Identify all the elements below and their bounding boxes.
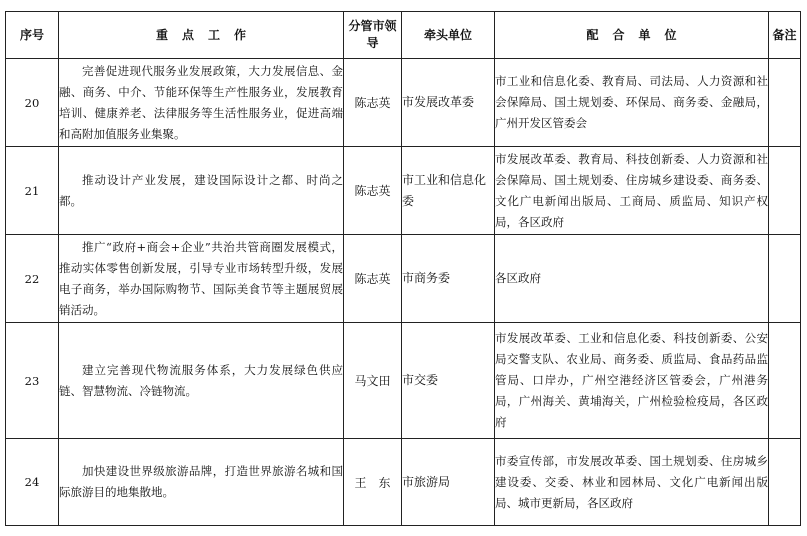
row-leader: 马文田	[344, 323, 402, 439]
row-coop: 各区政府	[495, 235, 769, 323]
header-work: 重点工作	[59, 12, 344, 59]
row-seq: 24	[6, 439, 59, 526]
table-row	[6, 147, 801, 235]
row-lead-unit: 市商务委	[402, 235, 495, 323]
row-lead-unit: 市发展改革委	[402, 59, 495, 147]
row-lead-unit: 市交委	[402, 323, 495, 439]
row-leader: 王东	[344, 439, 402, 526]
row-note	[769, 323, 801, 439]
row-work: 推动设计产业发展，建设国际设计之都、时尚之都。	[59, 147, 344, 235]
row-coop: 市发展改革委、教育局、科技创新委、人力资源和社会保障局、国土规划委、住房城乡建设委、商务委、文化广电新闻出版局、工商局、质监局、知识产权局，各区政府	[495, 147, 769, 235]
row-lead-unit: 市工业和信息化委	[402, 147, 495, 235]
row-note	[769, 439, 801, 526]
row-coop: 市工业和信息化委、教育局、司法局、人力资源和社会保障局、国土规划委、环保局、商务委、金融局，广州开发区管委会	[495, 59, 769, 147]
header-seq: 序号	[6, 12, 59, 59]
row-leader: 陈志英	[344, 147, 402, 235]
header-leader: 分管市领导	[344, 12, 402, 59]
table-row	[6, 323, 801, 439]
row-work: 完善促进现代服务业发展政策，大力发展信息、金融、商务、中介、节能环保等生产性服务业，发展教育培训、健康养老、法律服务等生活性服务业，促进高端和高附加值服务业集聚。	[59, 59, 344, 147]
table-header-row	[6, 12, 801, 59]
row-coop: 市发展改革委、工业和信息化委、科技创新委、公安局交警支队、农业局、商务委、质监局、食品药品监管局、口岸办，广州空港经济区管委会，广州港务局，广州海关、黄埔海关，广州检验检疫局，各区政府	[495, 323, 769, 439]
row-seq: 21	[6, 147, 59, 235]
header-note: 备注	[769, 12, 801, 59]
row-work: 建立完善现代物流服务体系，大力发展绿色供应链、智慧物流、冷链物流。	[59, 323, 344, 439]
row-work: 推广“政府+商会+企业”共治共管商圈发展模式，推动实体零售创新发展，引导专业市场转型升级，发展电子商务，举办国际购物节、国际美食节等主题展贸展销活动。	[59, 235, 344, 323]
row-seq: 23	[6, 323, 59, 439]
header-coop: 配合单位	[495, 12, 769, 59]
header-lead-unit: 牵头单位	[402, 12, 495, 59]
table-row	[6, 235, 801, 323]
row-work: 加快建设世界级旅游品牌，打造世界旅游名城和国际旅游目的地集散地。	[59, 439, 344, 526]
row-leader: 陈志英	[344, 235, 402, 323]
row-coop: 市委宣传部，市发展改革委、国土规划委、住房城乡建设委、交委、林业和园林局、文化广电新闻出版局、城市更新局，各区政府	[495, 439, 769, 526]
row-note	[769, 235, 801, 323]
page	[5, 11, 801, 526]
row-note	[769, 59, 801, 147]
table-row	[6, 439, 801, 526]
row-note	[769, 147, 801, 235]
row-leader: 陈志英	[344, 59, 402, 147]
key-tasks-table	[5, 11, 801, 526]
row-seq: 22	[6, 235, 59, 323]
row-lead-unit: 市旅游局	[402, 439, 495, 526]
table-row	[6, 59, 801, 147]
row-seq: 20	[6, 59, 59, 147]
